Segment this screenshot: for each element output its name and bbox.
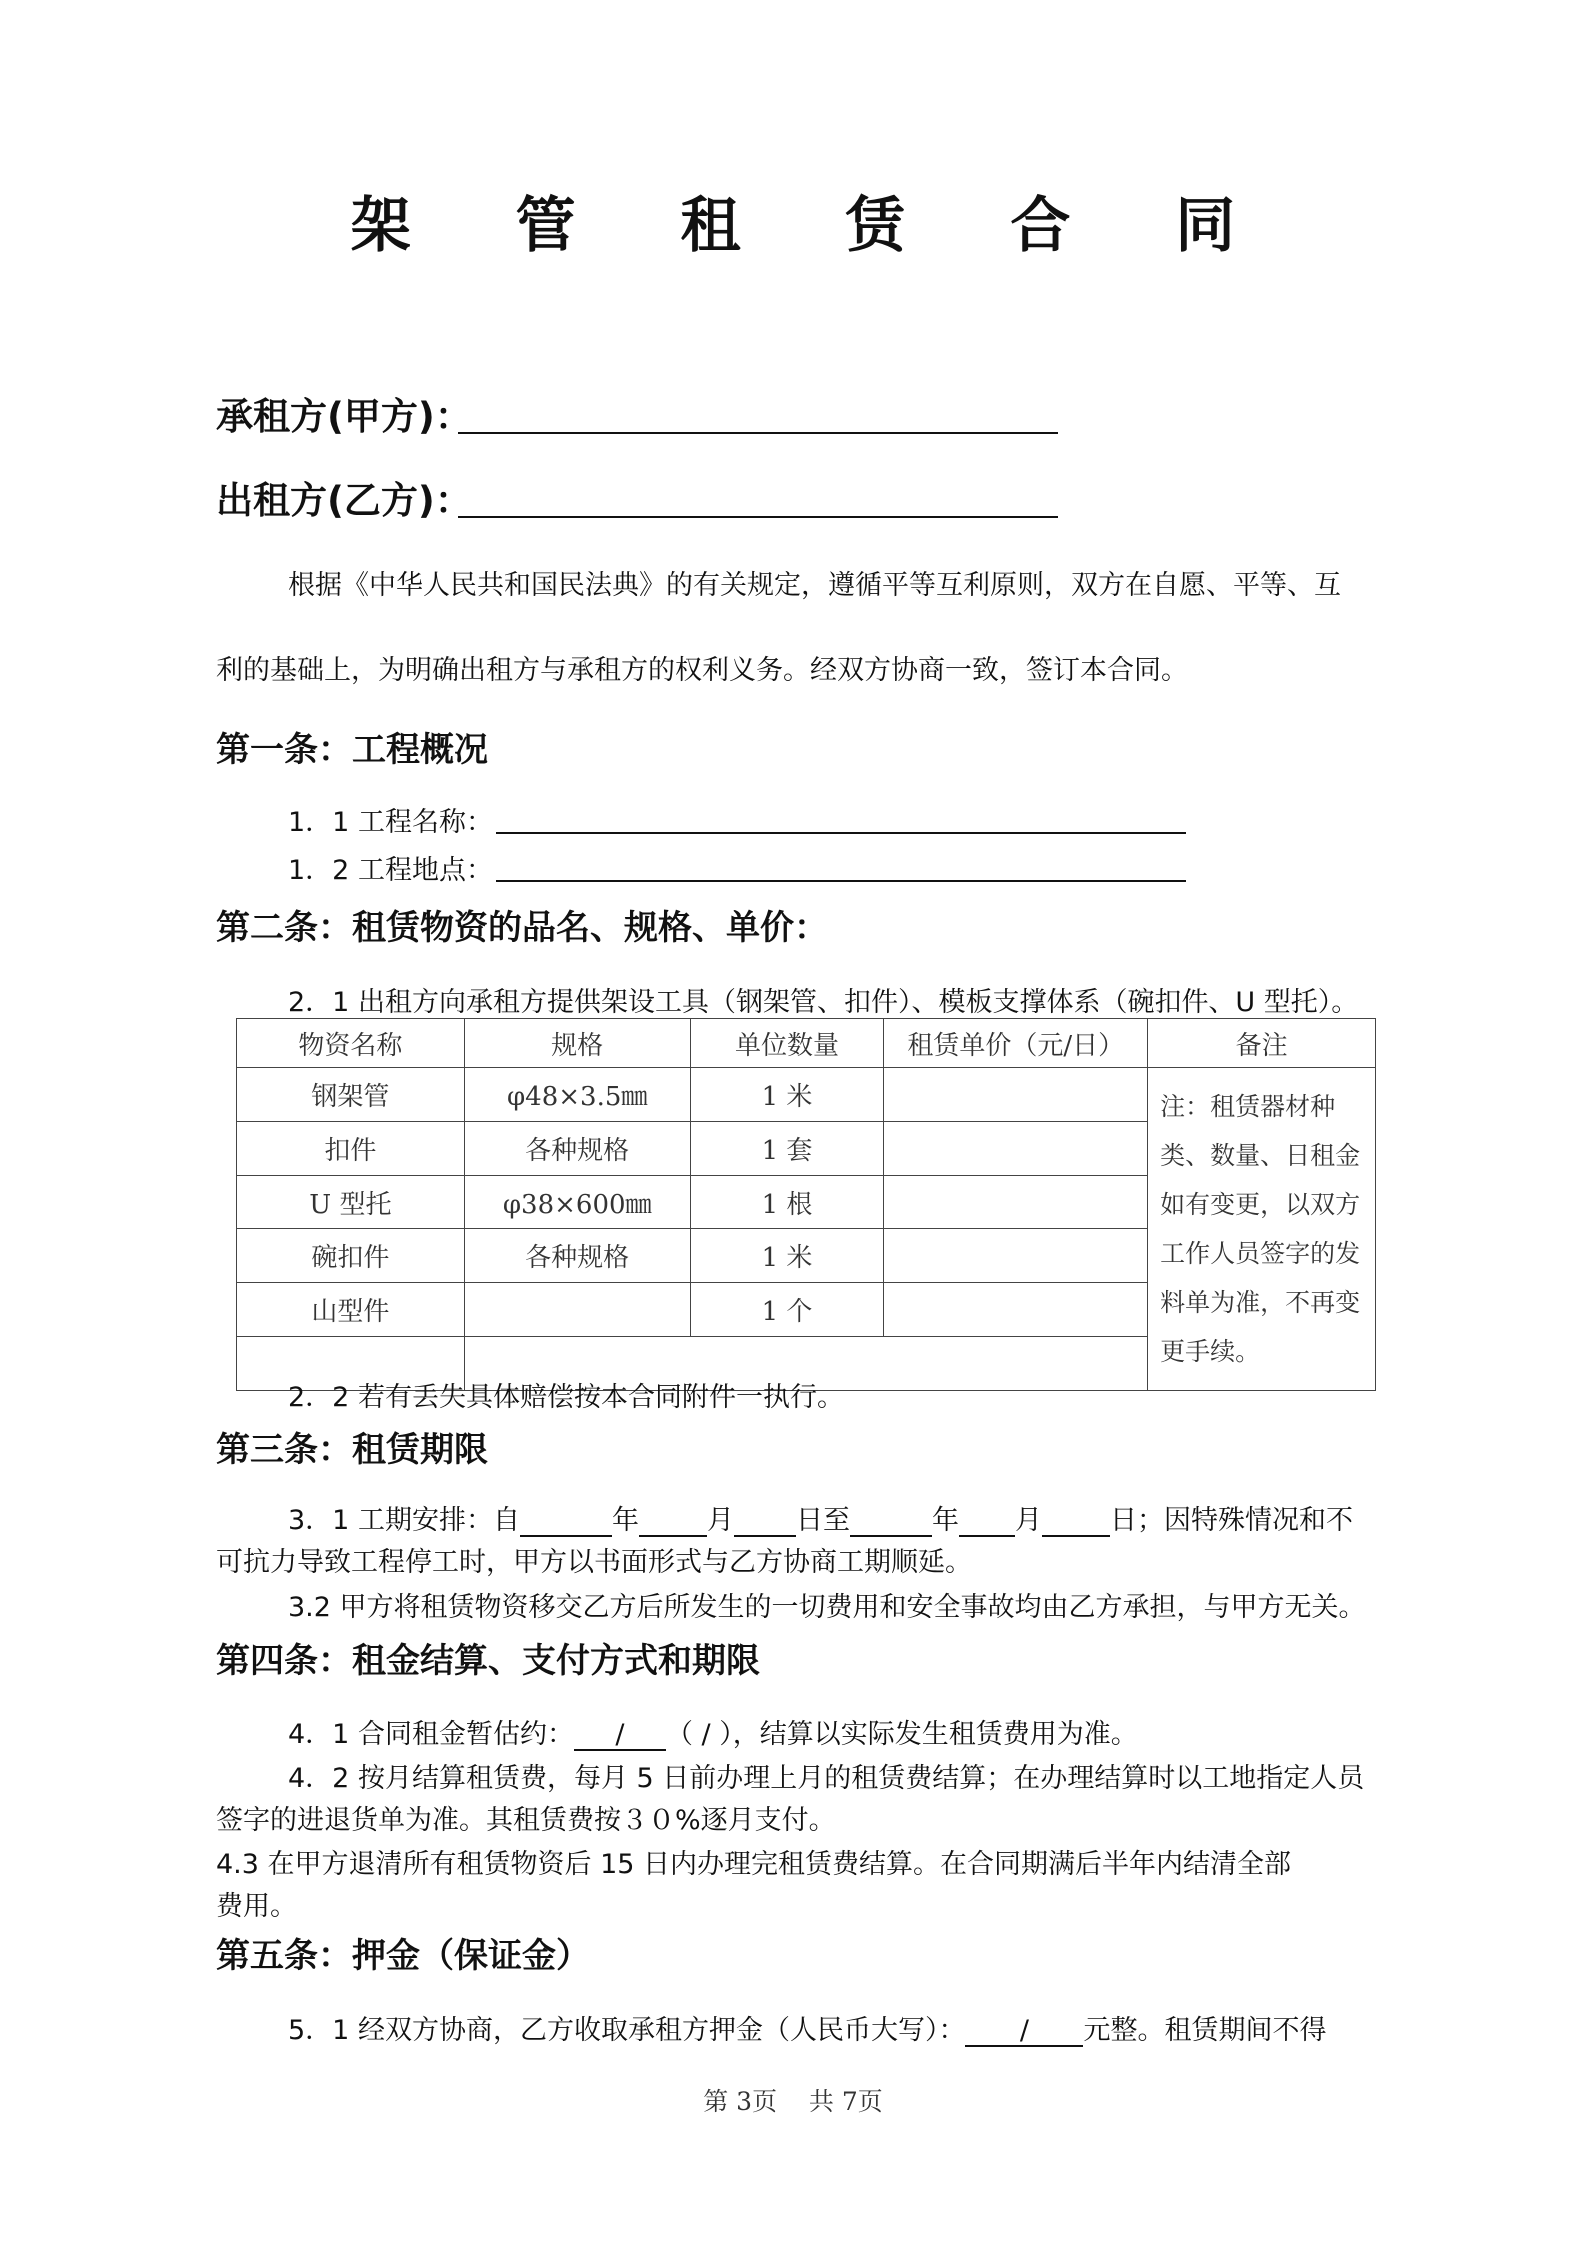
article-3-p2: 3.2 甲方将租赁物资移交乙方后所发生的一切费用和安全事故均由乙方承担，与甲方无关。 <box>288 1592 1366 1623</box>
article-5-p1 <box>288 2008 1326 2047</box>
lessee-field[interactable] <box>458 432 1058 434</box>
article-2-item-1: 2．1 出租方向承租方提供架设工具（钢架管、扣件）、模板支撑体系（碗扣件、U 型托）。 <box>288 987 1359 1018</box>
page-total: 共 7页 <box>808 2087 883 2116</box>
intro-line-2: 利的基础上，为明确出租方与承租方的权利义务。经双方协商一致，签订本合同。 <box>216 655 1188 686</box>
article-2-heading: 第二条：租赁物资的品名、规格、单价： <box>216 908 828 948</box>
day-to-label: 日至 <box>795 1505 850 1536</box>
end-month-field[interactable] <box>959 1505 1015 1537</box>
rent-estimate-field[interactable]: / <box>574 1719 666 1751</box>
table-header-cell: 物资名称 <box>237 1019 465 1068</box>
rent-estimate-suffix: ，结算以实际发生租赁费用为准。 <box>732 1719 1138 1750</box>
rent-estimate-label: 4．1 合同租金暂估约： <box>288 1719 574 1750</box>
project-name-field[interactable] <box>496 832 1186 834</box>
rent-estimate-capital: （ / ） <box>665 1719 733 1750</box>
spec-cell: φ38×600㎜ <box>464 1175 690 1229</box>
year-label: 年 <box>931 1505 959 1536</box>
intro-line-1: 根据《中华人民共和国民法典》的有关规定，遵循平等互利原则，双方在自愿、平等、互 <box>288 570 1341 601</box>
table-header-row <box>237 1019 1376 1068</box>
article-2-item-2: 2．2 若有丢失具体赔偿按本合同附件一执行。 <box>288 1382 844 1413</box>
lessee-label: 承租方(甲方)： <box>216 395 472 438</box>
end-year-field[interactable] <box>850 1505 932 1537</box>
unit-cell: 1 米 <box>690 1068 884 1122</box>
unit-cell: 1 根 <box>690 1175 884 1229</box>
deposit-label: 5．1 经双方协商，乙方收取承租方押金（人民币大写）： <box>288 2015 966 2046</box>
day-end-label: 日；因特殊情况和不 <box>1109 1505 1353 1536</box>
spec-cell <box>464 1283 690 1337</box>
start-year-field[interactable] <box>520 1505 612 1537</box>
year-label: 年 <box>611 1505 639 1536</box>
article-3-heading: 第三条：租赁期限 <box>216 1430 488 1470</box>
month-label: 月 <box>1014 1505 1042 1536</box>
project-location-label: 1．2 工程地点： <box>288 855 493 886</box>
price-cell[interactable] <box>884 1068 1148 1122</box>
table-header-cell: 租赁单价（元/日） <box>884 1019 1148 1068</box>
project-name-label: 1．1 工程名称： <box>288 807 493 838</box>
start-day-field[interactable] <box>734 1505 796 1537</box>
page-footer <box>0 2082 1586 2118</box>
article-3-p1-line-2: 可抗力导致工程停工时，甲方以书面形式与乙方协商工期顺延。 <box>216 1547 972 1578</box>
article-3-p1 <box>288 1498 1353 1537</box>
price-cell[interactable] <box>884 1283 1148 1337</box>
item-name-cell: 山型件 <box>237 1283 465 1337</box>
unit-cell: 1 米 <box>690 1229 884 1283</box>
materials-table <box>236 1018 1376 1391</box>
page-number: 第 3页 <box>703 2087 778 2116</box>
deposit-suffix: 元整。租赁期间不得 <box>1083 2015 1327 2046</box>
article-4-p2-line-1: 4．2 按月结算租赁费，每月 5 日前办理上月的租赁费结算；在办理结算时以工地指定人员 <box>288 1763 1365 1794</box>
table-header-cell: 备注 <box>1148 1019 1376 1068</box>
item-name-cell: 扣件 <box>237 1121 465 1175</box>
article-5-heading: 第五条：押金（保证金） <box>216 1936 590 1976</box>
article-4-p2-line-2: 签字的进退货单为准。其租赁费按３０%逐月支付。 <box>216 1805 836 1836</box>
end-day-field[interactable] <box>1042 1505 1110 1537</box>
price-cell[interactable] <box>884 1229 1148 1283</box>
item-name-cell: 钢架管 <box>237 1068 465 1122</box>
article-4-p3-line-2: 费用。 <box>216 1891 297 1922</box>
month-label: 月 <box>706 1505 734 1536</box>
spec-cell: 各种规格 <box>464 1121 690 1175</box>
table-row <box>237 1068 1376 1122</box>
lessor-field[interactable] <box>458 516 1058 518</box>
item-name-cell: U 型托 <box>237 1175 465 1229</box>
article-4-heading: 第四条：租金结算、支付方式和期限 <box>216 1641 760 1681</box>
spec-cell: 各种规格 <box>464 1229 690 1283</box>
table-header-cell: 规格 <box>464 1019 690 1068</box>
project-location-field[interactable] <box>496 880 1186 882</box>
price-cell[interactable] <box>884 1175 1148 1229</box>
start-month-field[interactable] <box>639 1505 707 1537</box>
period-prefix: 3．1 工期安排：自 <box>288 1505 520 1536</box>
spec-cell: φ48×3.5㎜ <box>464 1068 690 1122</box>
table-note-cell: 注：租赁器材种类、数量、日租金如有变更，以双方工作人员签字的发料单为准，不再变更手续。 <box>1148 1068 1376 1391</box>
article-1-heading: 第一条：工程概况 <box>216 730 488 770</box>
table-header-cell: 单位数量 <box>690 1019 884 1068</box>
price-cell[interactable] <box>884 1121 1148 1175</box>
unit-cell: 1 个 <box>690 1283 884 1337</box>
unit-cell: 1 套 <box>690 1121 884 1175</box>
lessor-label: 出租方(乙方)： <box>216 479 472 522</box>
document-title: 架 管 租 赁 合 同 <box>350 191 1278 261</box>
article-4-p1 <box>288 1712 1138 1751</box>
deposit-field[interactable]: / <box>965 2015 1083 2047</box>
article-4-p3-line-1: 4.3 在甲方退清所有租赁物资后 15 日内办理完租赁费结算。在合同期满后半年内结清全部 <box>216 1849 1292 1880</box>
item-name-cell: 碗扣件 <box>237 1229 465 1283</box>
